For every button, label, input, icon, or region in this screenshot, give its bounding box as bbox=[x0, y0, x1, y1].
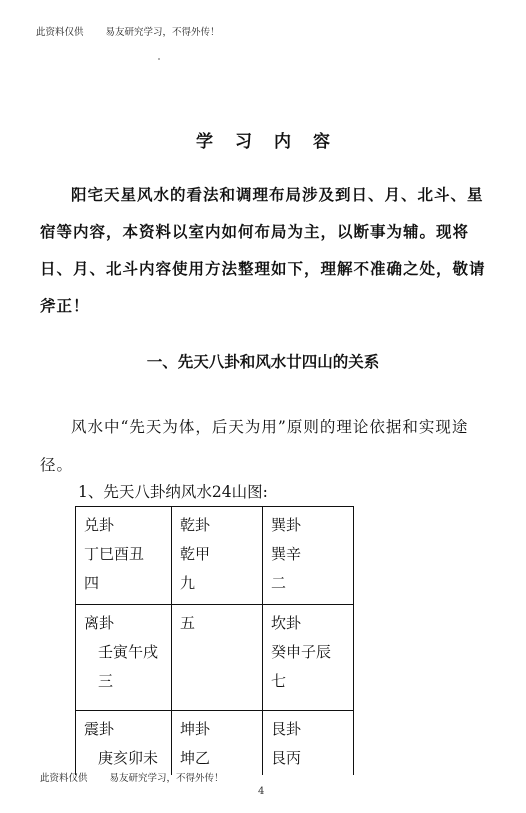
table-cell-li: 离卦 壬寅午戌 三 bbox=[76, 605, 172, 711]
table-cell-xun: 巽卦 巽辛 二 bbox=[263, 507, 354, 605]
table-cell-zhen: 震卦 庚亥卯未 bbox=[76, 711, 172, 776]
bagua-mountains-table bbox=[75, 506, 354, 775]
section-paragraph: 风水中“先天为体，后天为用”原则的理论依据和实现途径。 bbox=[40, 418, 469, 474]
table-cell-gen: 艮卦 艮丙 bbox=[263, 711, 354, 776]
page-footer bbox=[40, 770, 224, 784]
table-cell-kan: 坎卦 癸申子辰 七 bbox=[263, 605, 354, 711]
table-caption: 1、先天八卦纳风水24山图: bbox=[78, 483, 268, 501]
table-row bbox=[76, 711, 354, 776]
scan-speck bbox=[158, 58, 160, 60]
table-cell-dui: 兑卦 丁巳酉丑 四 bbox=[76, 507, 172, 605]
page-title: 学习内容 bbox=[196, 132, 352, 152]
intro-paragraph: 阳宅天星风水的看法和调理布局涉及到日、月、北斗、星宿等内容，本资料以室内如何布局为主，以断事为辅。现将日、月、北斗内容使用方法整理如下，理解不准确之处，敬请斧正！ bbox=[40, 185, 486, 315]
page-number: 4 bbox=[258, 786, 265, 797]
page-header bbox=[36, 24, 220, 38]
header-right-text: 易友研究学习，不得外传！ bbox=[105, 27, 220, 38]
footer-left-text: 此资料仅供 bbox=[40, 773, 88, 784]
table-cell-center: 五 bbox=[172, 605, 263, 711]
table-cell-qian: 乾卦 乾甲 九 bbox=[172, 507, 263, 605]
table-cell-kun: 坤卦 坤乙 bbox=[172, 711, 263, 776]
table-row bbox=[76, 507, 354, 605]
table-row bbox=[76, 605, 354, 711]
footer-right-text: 易友研究学习，不得外传！ bbox=[109, 773, 224, 784]
section-heading: 一、先天八卦和风水廿四山的关系 bbox=[146, 352, 380, 371]
header-left-text: 此资料仅供 bbox=[36, 27, 84, 38]
